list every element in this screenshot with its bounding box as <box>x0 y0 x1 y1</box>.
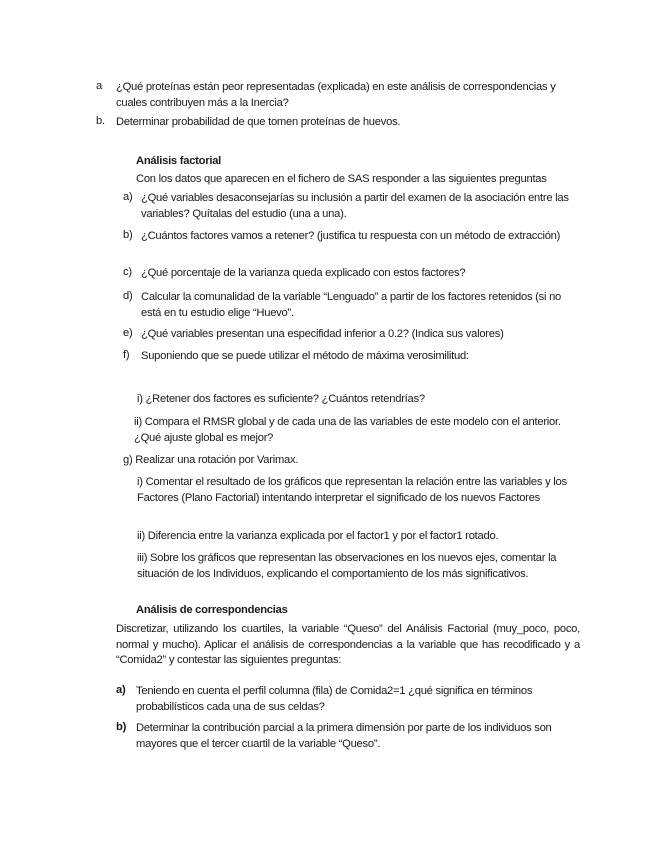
factorial-b-marker: b) <box>123 229 133 241</box>
top-a-marker: a <box>96 80 102 92</box>
factorial-g-ii: ii) Diferencia entre la varianza explicada por el factor1 y por el factor1 rotado. <box>137 530 499 542</box>
factorial-intro: Con los datos que aparecen en el fichero de SAS responder a las siguientes preguntas <box>136 173 547 185</box>
factorial-c-text: ¿Qué porcentaje de la varianza queda explicado con estos factores? <box>141 267 466 279</box>
correspondencias-a-text: Teniendo en cuenta el perfil columna (fila) de Comida2=1 ¿qué significa en términos probabilísticos cada una de sus celdas? <box>136 685 533 713</box>
top-a-text: ¿Qué proteínas están peor representadas (explicada) en este análisis de correspondencias y cuales contribuyen más a la Inercia? <box>116 81 556 109</box>
factorial-a-marker: a) <box>123 191 133 203</box>
top-b-text: Determinar probabilidad de que tomen proteínas de huevos. <box>116 116 401 128</box>
correspondencias-heading: Análisis de correspondencias <box>136 604 288 616</box>
correspondencias-b-marker: b) <box>116 721 127 733</box>
factorial-f-text: Suponiendo que se puede utilizar el método de máxima verosimilitud: <box>141 350 469 362</box>
factorial-e-marker: e) <box>123 327 133 339</box>
correspondencias-a-marker: a) <box>116 684 126 696</box>
factorial-f-i: i) ¿Retener dos factores es suficiente? ¿Cuántos retendrías? <box>137 393 425 405</box>
factorial-g-i: i) Comentar el resultado de los gráficos que representan la relación entre las variables y los Factores (Plano Factorial) intentando interpretar el significado de los nuevos Factores <box>137 476 567 504</box>
factorial-f-marker: f) <box>123 349 130 361</box>
factorial-a-text: ¿Qué variables desaconsejarías su inclusión a partir del examen de la asociación entre las variables? Quítalas del estudio (una a una). <box>141 192 569 220</box>
factorial-heading: Análisis factorial <box>136 155 222 167</box>
factorial-g: g) Realizar una rotación por Varimax. <box>123 454 299 466</box>
factorial-b-text: ¿Cuántos factores vamos a retener? (justifica tu respuesta con un método de extracción) <box>141 230 561 242</box>
factorial-c-marker: c) <box>123 266 132 278</box>
factorial-f-ii: ii) Compara el RMSR global y de cada una de las variables de este modelo con el anterior. ¿Qué ajuste global es mejor? <box>134 416 561 444</box>
factorial-g-iii: iii) Sobre los gráficos que representan las observaciones en los nuevos ejes, comentar la situación de los Individuos, explicando el comportamiento de los más significativos. <box>137 552 557 580</box>
top-b-marker: b. <box>96 115 105 127</box>
factorial-d-text: Calcular la comunalidad de la variable “Lenguado” a partir de los factores retenidos (si no está en tu estudio elige “Huevo”. <box>141 291 562 319</box>
correspondencias-intro: Discretizar, utilizando los cuartiles, la variable “Queso” del Análisis Factorial (muy_poco, poco, normal y mucho). Aplicar el análisis de correspondencias a la variable que has recodificado y a “Comida2” y contestar las siguientes preguntas: <box>116 623 580 666</box>
factorial-d-marker: d) <box>123 290 133 302</box>
correspondencias-b-text: Determinar la contribución parcial a la primera dimensión por parte de los individuos son mayores que el tercer cuartil de la variable “Queso”. <box>136 722 552 750</box>
factorial-e-text: ¿Qué variables presentan una especifidad inferior a 0.2? (Indica sus valores) <box>141 328 504 340</box>
